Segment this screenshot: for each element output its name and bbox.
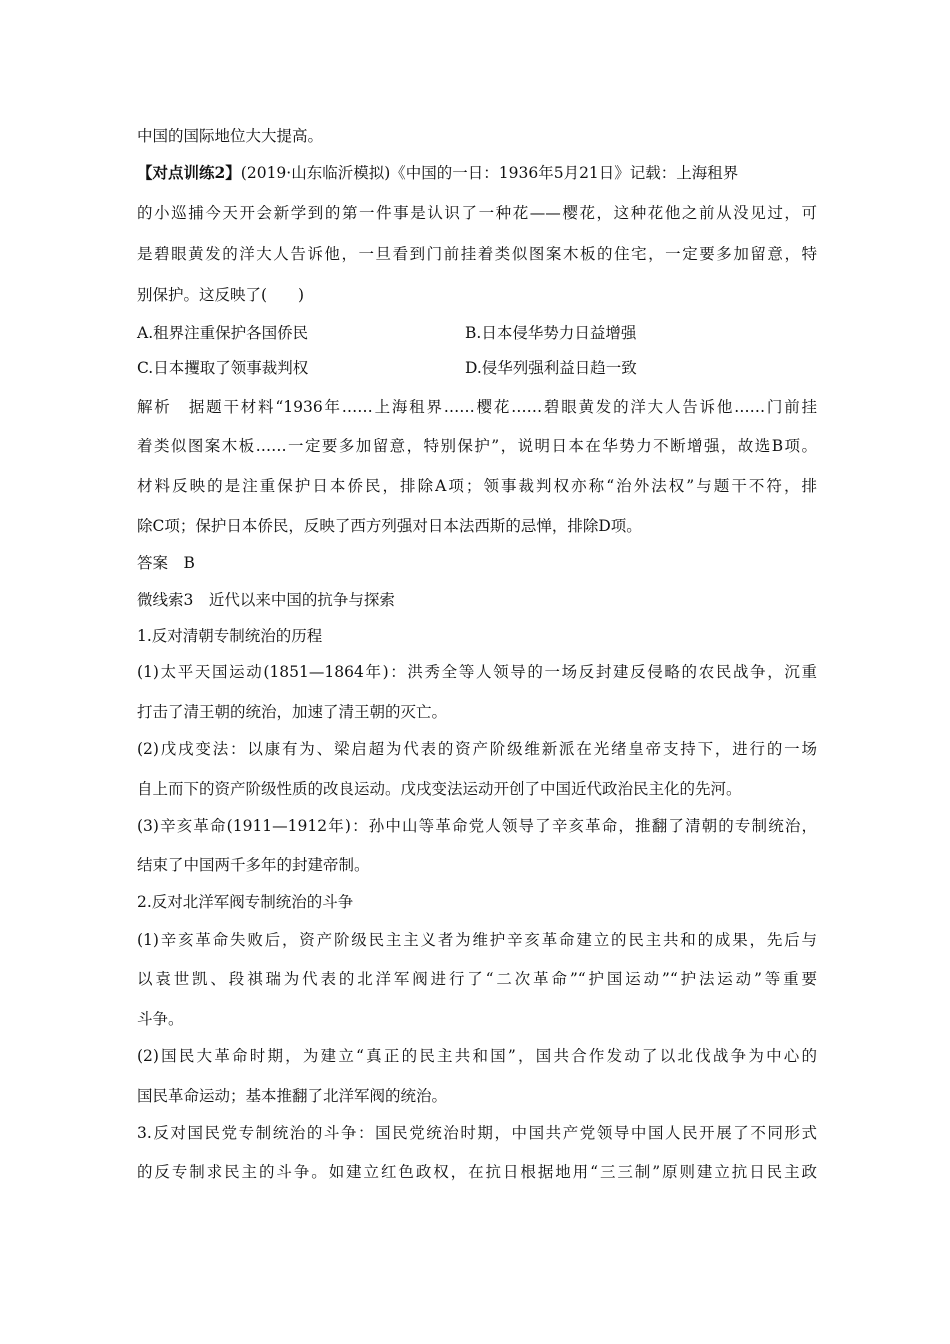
exercise-heading-line (137, 163, 817, 183)
analysis-line: 材料反映的是注重保护日本侨民，排除A项；领事裁判权亦称“治外法权”与题干不符，排 (137, 477, 817, 495)
text-line: (2)戊戌变法：以康有为、梁启超为代表的资产阶级维新派在光绪皇帝支持下，进行的一场 (137, 740, 817, 758)
analysis-line: 解析 据题干材料“1936年……上海租界……樱花……碧眼黄发的洋大人告诉他……门前挂 (137, 398, 817, 416)
text-line: 中国的国际地位大大提高。 (137, 127, 324, 145)
text-line: 国民革命运动；基本推翻了北洋军阀的统治。 (137, 1087, 448, 1105)
analysis-line: 除C项；保护日本侨民，反映了西方列强对日本法西斯的忌惮，排除D项。 (137, 517, 642, 535)
analysis-line: 着类似图案木板……一定要多加留意，特别保护”，说明日本在华势力不断增强，故选B项。 (137, 437, 817, 455)
text-line: 斗争。 (137, 1010, 184, 1028)
option-a: A.租界注重保护各国侨民 (137, 324, 309, 342)
exercise-source: (2019·山东临沂模拟)《中国的一日：1936年5月21日》记载：上海租界 (240, 164, 739, 182)
exercise-label: 【对点训练2】 (137, 163, 241, 182)
subsection-heading: 2.反对北洋军阀专制统治的斗争 (137, 893, 354, 911)
subsection-heading: 1.反对清朝专制统治的历程 (137, 627, 323, 645)
text-line: (3)辛亥革命(1911—1912年)：孙中山等革命党人领导了辛亥革命，推翻了清朝的专制统治， (137, 817, 817, 835)
question-stem: 别保护。这反映了( ) (137, 286, 305, 304)
text-line: (1)辛亥革命失败后，资产阶级民主主义者为维护辛亥革命建立的民主共和的成果，先后与 (137, 931, 817, 949)
text-line: (1)太平天国运动(1851—1864年)：洪秀全等人领导的一场反封建反侵略的农民战争，沉重 (137, 663, 817, 681)
text-line: (2)国民大革命时期，为建立“真正的民主共和国”，国共合作发动了以北伐战争为中心的 (137, 1047, 817, 1065)
answer-line: 答案 B (137, 554, 195, 572)
text-line: 的反专制求民主的斗争。如建立红色政权，在抗日根据地用“三三制”原则建立抗日民主政 (137, 1163, 817, 1181)
text-line: 是碧眼黄发的洋大人告诉他，一旦看到门前挂着类似图案木板的住宅，一定要多加留意，特 (137, 245, 817, 263)
section-heading: 微线索3 近代以来中国的抗争与探索 (137, 591, 395, 609)
text-line: 的小巡捕今天开会新学到的第一件事是认识了一种花——樱花，这种花他之前从没见过，可 (137, 204, 817, 222)
option-b: B.日本侵华势力日益增强 (465, 324, 637, 342)
option-d: D.侵华列强利益日趋一致 (465, 359, 637, 377)
option-c: C.日本攫取了领事裁判权 (137, 359, 309, 377)
text-line: 自上而下的资产阶级性质的改良运动。戊戌变法运动开创了中国近代政治民主化的先河。 (137, 780, 742, 798)
subsection-heading: 3.反对国民党专制统治的斗争：国民党统治时期，中国共产党领导中国人民开展了不同形式 (137, 1124, 817, 1142)
text-line: 打击了清王朝的统治，加速了清王朝的灭亡。 (137, 703, 448, 721)
text-line: 以袁世凯、段祺瑞为代表的北洋军阀进行了“二次革命”“护国运动”“护法运动”等重要 (137, 970, 817, 988)
text-line: 结束了中国两千多年的封建帝制。 (137, 856, 370, 874)
